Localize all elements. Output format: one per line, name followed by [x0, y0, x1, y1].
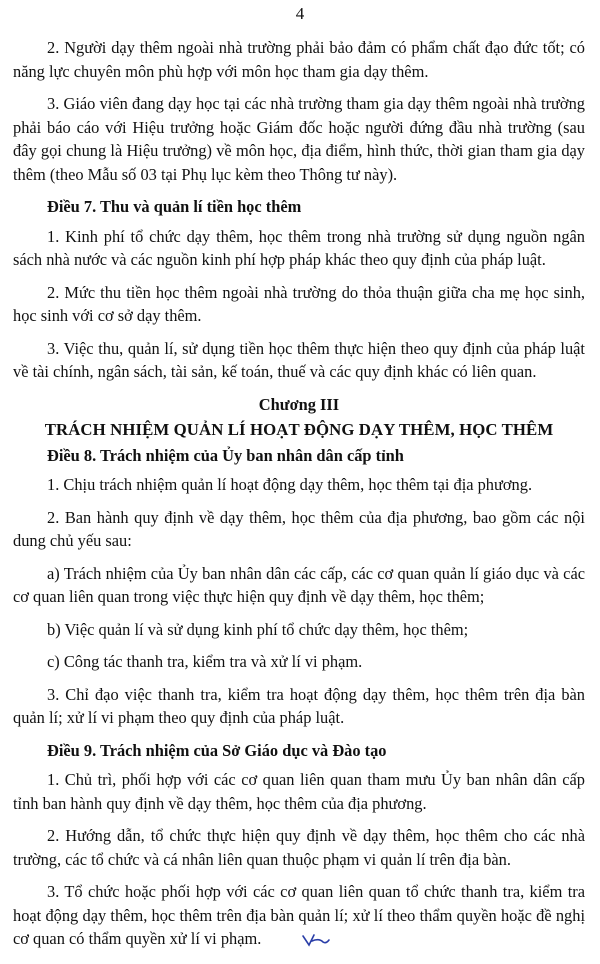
chapter-number: Chương III [258, 394, 340, 414]
paragraph: 3. Chỉ đạo việc thanh tra, kiểm tra hoạt động dạy thêm, học thêm trên địa bàn quản lí; xử lí vi phạm theo quy định của pháp luật. [13, 684, 585, 727]
paragraph: 1. Chủ trì, phối hợp với các cơ quan liên quan tham mưu Ủy ban nhân dân cấp tỉnh ban hành quy định về dạy thêm, học thêm của địa phương. [13, 770, 585, 813]
paragraph: c) Công tác thanh tra, kiểm tra và xử lí vi phạm. [47, 652, 363, 671]
paragraph: 3. Việc thu, quản lí, sử dụng tiền học thêm thực hiện theo quy định của pháp luật về tài chính, ngân sách, tài sản, kế toán, thuế và các quy định khác có liên quan. [13, 338, 585, 381]
paragraph-text: 3. Tổ chức hoặc phối hợp với các cơ quan liên quan tổ chức thanh tra, kiểm tra hoạt động dạy thêm, học thêm trên địa bàn quản lí; xử lí theo thẩm quyền hoặc đề nghị cơ quan có thẩm quyền xử lí vi phạm. [13, 882, 585, 948]
paragraph: 1. Kinh phí tổ chức dạy thêm, học thêm trong nhà trường sử dụng nguồn ngân sách nhà nước và các nguồn kinh phí hợp pháp khác theo quy định của pháp luật. [13, 226, 585, 269]
article-heading: Điều 7. Thu và quản lí tiền học thêm [47, 197, 302, 216]
paragraph: b) Việc quản lí và sử dụng kinh phí tổ chức dạy thêm, học thêm; [47, 619, 469, 639]
last-paragraph [13, 880, 585, 955]
chapter-title: TRÁCH NHIỆM QUẢN LÍ HOẠT ĐỘNG DẠY THÊM, HỌC THÊM [44, 420, 554, 439]
paragraph: 2. Ban hành quy định về dạy thêm, học thêm của địa phương, bao gồm các nội dung chủ yếu sau: [13, 507, 585, 550]
page-number: 4 [295, 4, 305, 23]
paragraph: 3. Giáo viên đang dạy học tại các nhà trường tham gia dạy thêm ngoài nhà trường phải báo cáo với Hiệu trưởng hoặc Giám đốc hoặc người đứng đầu nhà trường (sau đây gọi chung là Hiệu trưởng) về môn học, địa điểm, hình thức, thời gian tham gia dạy thêm (theo Mẫu số 03 tại Phụ lục kèm theo Thông tư này). [13, 94, 585, 184]
paragraph: 2. Hướng dẫn, tổ chức thực hiện quy định về dạy thêm, học thêm cho các nhà trường, các tổ chức và cá nhân liên quan thuộc phạm vi quản lí trên địa bàn. [13, 826, 585, 869]
document-body [13, 36, 585, 964]
article-heading: Điều 8. Trách nhiệm của Ủy ban nhân dân cấp tỉnh [47, 445, 404, 465]
paragraph: 1. Chịu trách nhiệm quản lí hoạt động dạy thêm, học thêm tại địa phương. [47, 475, 533, 494]
paragraph: 2. Người dạy thêm ngoài nhà trường phải bảo đảm có phẩm chất đạo đức tốt; có năng lực chuyên môn phù hợp với môn học tham gia dạy thêm. [13, 38, 585, 81]
paragraph: 2. Mức thu tiền học thêm ngoài nhà trường do thỏa thuận giữa cha mẹ học sinh, học sinh với cơ sở dạy thêm. [13, 282, 585, 325]
paragraph: a) Trách nhiệm của Ủy ban nhân dân các cấp, các cơ quan quản lí giáo dục và các cơ quan liên quan trong việc thực hiện quy định về dạy thêm, học thêm; [13, 563, 585, 606]
initial-mark-icon [267, 931, 331, 955]
article-heading: Điều 9. Trách nhiệm của Sở Giáo dục và Đào tạo [47, 740, 387, 760]
